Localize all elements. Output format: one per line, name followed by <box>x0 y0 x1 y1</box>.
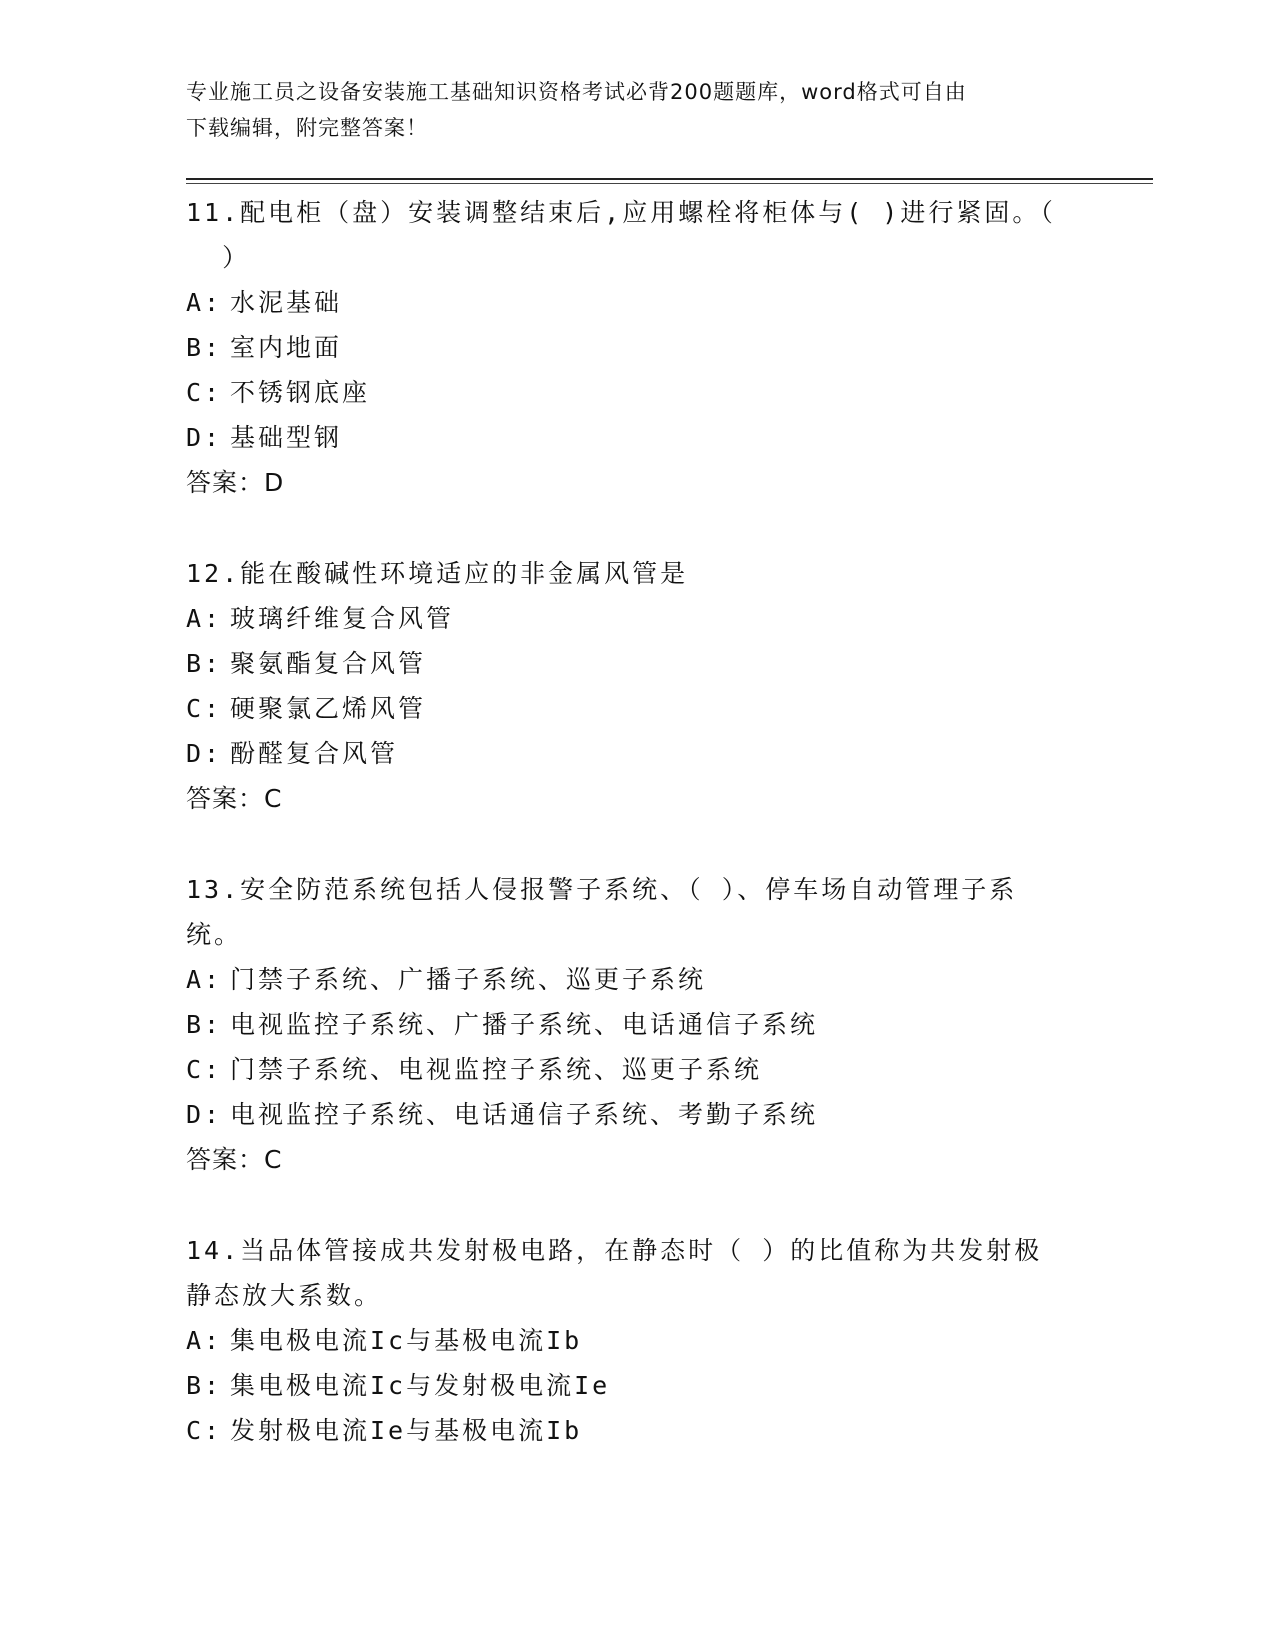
option-d <box>186 731 1066 776</box>
question-stem <box>186 190 1066 280</box>
header-line-2: 下载编辑，附完整答案！ <box>186 116 428 140</box>
question-spacer <box>186 505 1066 551</box>
option-text: 聚氨酯复合风管 <box>230 649 427 678</box>
option-a <box>186 957 1066 1002</box>
option-key: D: <box>186 739 223 768</box>
header-rule-thick <box>186 178 1153 180</box>
question-list <box>186 190 1066 1453</box>
question-spacer <box>186 1182 1066 1228</box>
answer-line: 答案：C <box>186 1145 283 1174</box>
option-key: A: <box>186 1326 223 1355</box>
question-stem <box>186 1228 1066 1318</box>
question-11 <box>186 190 1066 505</box>
answer-line: 答案：D <box>186 468 285 497</box>
question-stem-line-2: ） <box>186 243 251 272</box>
question-stem-line-1: 12.能在酸碱性环境适应的非金属风管是 <box>186 559 689 588</box>
option-c <box>186 1408 1066 1453</box>
question-stem-line-2: 统。 <box>186 920 243 949</box>
option-text: 酚醛复合风管 <box>230 739 399 768</box>
option-text: 门禁子系统、广播子系统、巡更子系统 <box>230 965 707 994</box>
option-key: C: <box>186 1416 223 1445</box>
question-stem-line-1: 14.当品体管接成共发射极电路，在静态时（ ）的比值称为共发射极 <box>186 1236 1043 1265</box>
option-c <box>186 1047 1066 1092</box>
option-text: 室内地面 <box>230 333 343 362</box>
option-key: C: <box>186 694 223 723</box>
option-b <box>186 1002 1066 1047</box>
question-stem <box>186 551 1066 596</box>
question-14 <box>186 1228 1066 1453</box>
question-12 <box>186 551 1066 821</box>
option-a <box>186 280 1066 325</box>
option-key: B: <box>186 333 223 362</box>
option-b <box>186 325 1066 370</box>
header-rule-thin <box>186 183 1153 184</box>
option-key: A: <box>186 288 223 317</box>
question-stem-line-1: 13.安全防范系统包括人侵报警子系统、（ ）、停车场自动管理子系 <box>186 875 1018 904</box>
option-b <box>186 641 1066 686</box>
option-key: A: <box>186 965 223 994</box>
question-stem <box>186 867 1066 957</box>
option-text: 电视监控子系统、广播子系统、电话通信子系统 <box>230 1010 819 1039</box>
option-text: 电视监控子系统、电话通信子系统、考勤子系统 <box>230 1100 819 1129</box>
option-key: C: <box>186 1055 223 1084</box>
option-text: 不锈钢底座 <box>230 378 371 407</box>
option-key: D: <box>186 1100 223 1129</box>
option-d <box>186 415 1066 460</box>
option-text: 门禁子系统、电视监控子系统、巡更子系统 <box>230 1055 763 1084</box>
option-text: 发射极电流Ie与基极电流Ib <box>230 1416 583 1445</box>
option-key: B: <box>186 1010 223 1039</box>
question-stem-line-2: 静态放大系数。 <box>186 1281 383 1310</box>
option-a <box>186 1318 1066 1363</box>
option-key: B: <box>186 649 223 678</box>
option-text: 水泥基础 <box>230 288 343 317</box>
header-line-1: 专业施工员之设备安装施工基础知识资格考试必背200题题库，word格式可自由 <box>186 80 967 104</box>
option-text: 玻璃纤维复合风管 <box>230 604 455 633</box>
option-text: 集电极电流Ic与发射极电流Ie <box>230 1371 611 1400</box>
option-key: B: <box>186 1371 223 1400</box>
question-stem-line-1: 11.配电柜（盘）安装调整结束后,应用螺栓将柜体与( )进行紧固。（ <box>186 198 1056 227</box>
option-d <box>186 1092 1066 1137</box>
option-key: D: <box>186 423 223 452</box>
option-b <box>186 1363 1066 1408</box>
option-key: A: <box>186 604 223 633</box>
document-header <box>186 74 1066 146</box>
question-spacer <box>186 821 1066 867</box>
option-text: 基础型钢 <box>230 423 343 452</box>
option-key: C: <box>186 378 223 407</box>
option-text: 集电极电流Ic与基极电流Ib <box>230 1326 583 1355</box>
question-13 <box>186 867 1066 1182</box>
option-c <box>186 370 1066 415</box>
option-text: 硬聚氯乙烯风管 <box>230 694 427 723</box>
option-a <box>186 596 1066 641</box>
answer-line: 答案：C <box>186 784 283 813</box>
option-c <box>186 686 1066 731</box>
